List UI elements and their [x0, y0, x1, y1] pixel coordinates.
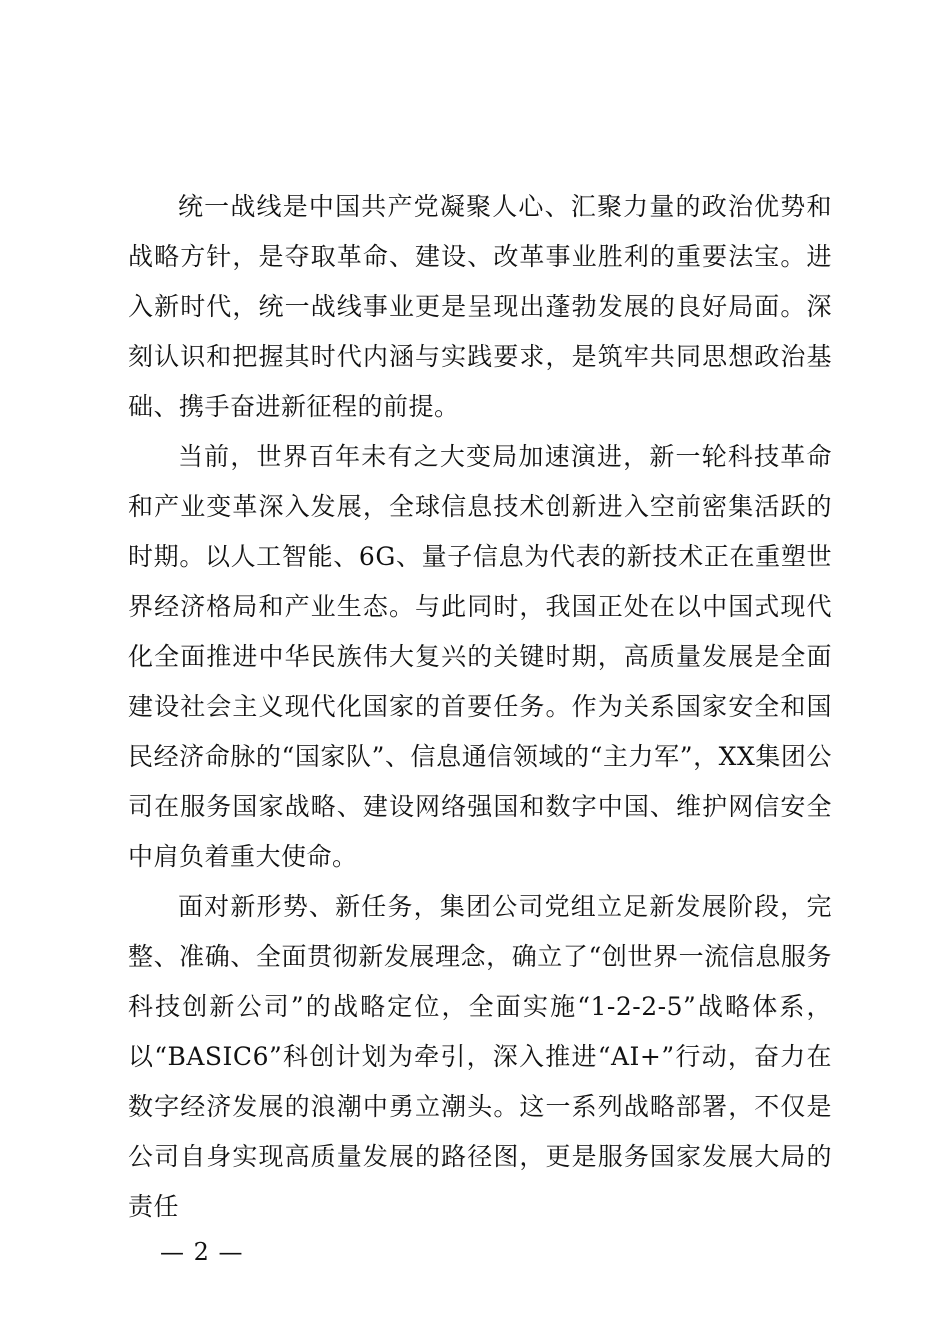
paragraph-united-front: 统一战线是中国共产党凝聚人心、汇聚力量的政治优势和战略方针，是夺取革命、建设、改革事业胜利的重要法宝。进入新时代，统一战线事业更是呈现出蓬勃发展的良好局面。深刻认识和把握其时代内涵与实践要求，是筑牢共同思想政治基础、携手奋进新征程的前提。 — [128, 192, 832, 421]
page-number: — 2 — — [160, 1238, 244, 1266]
paragraph-current-situation: 当前，世界百年未有之大变局加速演进，新一轮科技革命和产业变革深入发展，全球信息技术创新进入空前密集活跃的时期。以人工智能、6G、量子信息为代表的新技术正在重塑世界经济格局和产业生态。与此同时，我国正处在以中国式现代化全面推进中华民族伟大复兴的关键时期，高质量发展是全面建设社会主义现代化国家的首要任务。作为关系国家安全和国民经济命脉的“国家队”、信息通信领域的“主力军”，XX集团公司在服务国家战略、建设网络强国和数字中国、维护网信安全中肩负着重大使命。 — [128, 442, 832, 871]
paragraph-new-tasks: 面对新形势、新任务，集团公司党组立足新发展阶段，完整、准确、全面贯彻新发展理念，确立了“创世界一流信息服务科技创新公司”的战略定位，全面实施“1-2-2-5”战略体系，以“BASIC6”科创计划为牵引，深入推进“AI+”行动，奋力在数字经济发展的浪潮中勇立潮头。这一系列战略部署，不仅是公司自身实现高质量发展的路径图，更是服务国家发展大局的责任 — [128, 892, 832, 1221]
document-body — [128, 182, 832, 1232]
